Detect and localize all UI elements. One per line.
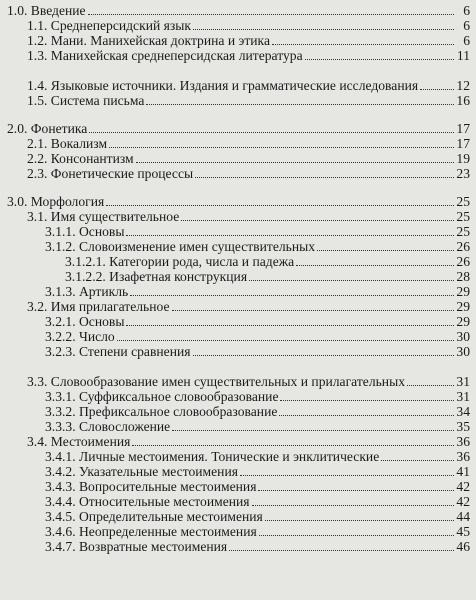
dot-leader xyxy=(259,535,454,536)
toc-page-number: 31 xyxy=(456,374,470,389)
toc-page-number: 17 xyxy=(456,136,470,151)
toc-page-number: 17 xyxy=(456,121,470,136)
toc-entry-title: 3.1. Имя существительное xyxy=(27,209,180,224)
dot-leader xyxy=(195,177,454,178)
toc-page-number: 26 xyxy=(456,254,470,269)
toc-entry[interactable] xyxy=(7,209,470,224)
dot-leader xyxy=(272,44,454,45)
dot-leader xyxy=(407,385,454,386)
toc-page-number: 12 xyxy=(456,78,470,93)
toc-entry[interactable] xyxy=(7,539,470,554)
toc-page-number: 25 xyxy=(456,209,470,224)
toc-page-number: 16 xyxy=(456,93,470,108)
toc-page-number: 26 xyxy=(456,239,470,254)
toc-entry-title: 3.1.2. Словоизменение имен существительных xyxy=(45,239,316,254)
toc-entry[interactable] xyxy=(7,48,470,63)
toc-entry[interactable] xyxy=(7,389,470,404)
toc-page-number: 11 xyxy=(456,48,470,63)
toc-entry-title: 3.4.3. Вопросительные местоимения xyxy=(45,479,257,494)
toc-entry[interactable] xyxy=(7,404,470,419)
toc-entry[interactable] xyxy=(7,329,470,344)
toc-entry-title: 3.1.1. Основы xyxy=(45,224,125,239)
toc-entry-title: 3.4.7. Возвратные местоимения xyxy=(45,539,228,554)
toc-entry-title: 1.1. Среднеперсидский язык xyxy=(27,18,192,33)
toc-page-number: 44 xyxy=(456,509,470,524)
toc-entry-title: 3.4.1. Личные местоимения. Тонические и энклитические xyxy=(45,449,380,464)
toc-entry[interactable] xyxy=(7,224,470,239)
toc-entry-title: 1.5. Система письма xyxy=(27,93,145,108)
toc-entry-title: 3.4. Местоимения xyxy=(27,434,131,449)
toc-page-number: 31 xyxy=(456,389,470,404)
dot-leader xyxy=(136,162,454,163)
toc-page-number: 25 xyxy=(456,194,470,209)
dot-leader xyxy=(109,147,454,148)
toc-entry[interactable] xyxy=(7,254,470,269)
toc-entry-title: 1.4. Языковые источники. Издания и грамматические исследования xyxy=(27,78,419,93)
dot-leader xyxy=(296,265,454,266)
toc-entry-title: 3.0. Морфология xyxy=(7,194,105,209)
toc-page-number: 36 xyxy=(456,434,470,449)
toc-page-number: 30 xyxy=(456,329,470,344)
toc-page-number: 42 xyxy=(456,494,470,509)
toc-entry-title: 3.4.2. Указательные местоимения xyxy=(45,464,238,479)
toc-entry[interactable] xyxy=(7,524,470,539)
toc-entry-title: 3.4.5. Определительные местоимения xyxy=(45,509,263,524)
dot-leader xyxy=(229,550,454,551)
dot-leader xyxy=(193,29,454,30)
dot-leader xyxy=(305,59,454,60)
dot-leader xyxy=(88,14,454,15)
toc-entry[interactable] xyxy=(7,419,470,434)
toc-entry-title: 3.2.3. Степени сравнения xyxy=(45,344,191,359)
toc-entry-title: 3.3.2. Префиксальное словообразование xyxy=(45,404,278,419)
toc-entry[interactable] xyxy=(7,151,470,166)
toc-entry[interactable] xyxy=(7,166,470,181)
dot-leader xyxy=(280,400,454,401)
toc-entry[interactable] xyxy=(7,299,470,314)
toc-entry-title: 3.4.4. Относительные местоимения xyxy=(45,494,250,509)
dot-leader xyxy=(146,104,454,105)
toc-entry[interactable] xyxy=(7,464,470,479)
toc-entry[interactable] xyxy=(7,33,470,48)
toc-entry[interactable] xyxy=(7,63,470,93)
dot-leader xyxy=(258,490,454,491)
toc-entry[interactable] xyxy=(7,494,470,509)
dot-leader xyxy=(252,505,454,506)
toc-entry-title: 3.3.1. Суффиксальное словообразование xyxy=(45,389,279,404)
toc-entry[interactable] xyxy=(7,479,470,494)
toc-page-number: 29 xyxy=(456,284,470,299)
toc-entry[interactable] xyxy=(7,269,470,284)
toc-entry-title: 1.2. Мани. Манихейская доктрина и этика xyxy=(27,33,270,48)
toc-entry[interactable] xyxy=(7,344,470,359)
dot-leader xyxy=(126,325,454,326)
toc-entry[interactable] xyxy=(7,3,470,18)
toc-page-number: 36 xyxy=(456,449,470,464)
toc-page-number: 41 xyxy=(456,464,470,479)
toc-entry[interactable] xyxy=(7,284,470,299)
toc-entry-title: 3.1.2.1. Категории рода, числа и падежа xyxy=(65,254,295,269)
toc-page-number: 29 xyxy=(456,299,470,314)
dot-leader xyxy=(126,235,454,236)
section-gap xyxy=(7,108,470,121)
toc-entry-title: 3.1.2.2. Изафетная конструкция xyxy=(65,269,248,284)
toc-page-number: 29 xyxy=(456,314,470,329)
toc-entry[interactable] xyxy=(7,93,470,108)
toc-page-number: 25 xyxy=(456,224,470,239)
toc-entry[interactable] xyxy=(7,121,470,136)
toc-page-number: 45 xyxy=(456,524,470,539)
toc-entry[interactable] xyxy=(7,18,470,33)
toc-entry-title: 3.4.6. Неопределенные местоимения xyxy=(45,524,257,539)
dot-leader xyxy=(172,430,454,431)
toc-page-number: 35 xyxy=(456,419,470,434)
toc-page-number: 23 xyxy=(456,166,470,181)
dot-leader xyxy=(106,205,454,206)
toc-page-number: 6 xyxy=(463,33,470,48)
dot-leader xyxy=(249,280,454,281)
dot-leader xyxy=(117,340,454,341)
toc-entry[interactable] xyxy=(7,314,470,329)
dot-leader xyxy=(265,520,454,521)
dot-leader xyxy=(132,445,454,446)
toc-entry[interactable] xyxy=(7,359,470,389)
toc-entry-title: 2.3. Фонетические процессы xyxy=(27,166,194,181)
toc-entry-title: 2.2. Консонантизм xyxy=(27,151,134,166)
toc-page-number: 19 xyxy=(456,151,470,166)
toc-entry-title: 3.2. Имя прилагательное xyxy=(27,299,170,314)
toc-page-number: 28 xyxy=(456,269,470,284)
toc-page-number: 6 xyxy=(463,3,470,18)
toc-entry[interactable] xyxy=(7,434,470,449)
dot-leader xyxy=(240,475,454,476)
dot-leader xyxy=(130,295,454,296)
toc-page-number: 34 xyxy=(456,404,470,419)
toc-entry[interactable] xyxy=(7,239,470,254)
toc-entry-title: 2.0. Фонетика xyxy=(7,121,88,136)
toc-entry-title: 1.3. Манихейская среднеперсидская литература xyxy=(27,48,303,63)
toc-entry-title: 2.1. Вокализм xyxy=(27,136,108,151)
toc-page-number: 6 xyxy=(463,18,470,33)
toc-entry-title: 3.3. Словообразование имен существительных и прилагательных xyxy=(27,374,406,389)
dot-leader xyxy=(89,132,454,133)
toc-entry-title: 3.3.3. Словосложение xyxy=(45,419,171,434)
dot-leader xyxy=(193,355,455,356)
dot-leader xyxy=(181,220,454,221)
toc-page-number: 42 xyxy=(456,479,470,494)
toc-entry[interactable] xyxy=(7,509,470,524)
dot-leader xyxy=(279,415,454,416)
dot-leader xyxy=(172,310,454,311)
toc-entry-title: 1.0. Введение xyxy=(7,3,86,18)
dot-leader xyxy=(420,89,454,90)
toc-entry[interactable] xyxy=(7,136,470,151)
dot-leader xyxy=(381,460,454,461)
toc-entry-title: 3.1.3. Артикль xyxy=(45,284,129,299)
dot-leader xyxy=(317,250,454,251)
toc-entry[interactable] xyxy=(7,194,470,209)
toc-entry[interactable] xyxy=(7,449,470,464)
section-gap xyxy=(7,181,470,194)
toc-entry-title: 3.2.2. Число xyxy=(45,329,115,344)
toc-entry-title: 3.2.1. Основы xyxy=(45,314,125,329)
toc-page-number: 30 xyxy=(456,344,470,359)
toc-page-number: 46 xyxy=(456,539,470,554)
